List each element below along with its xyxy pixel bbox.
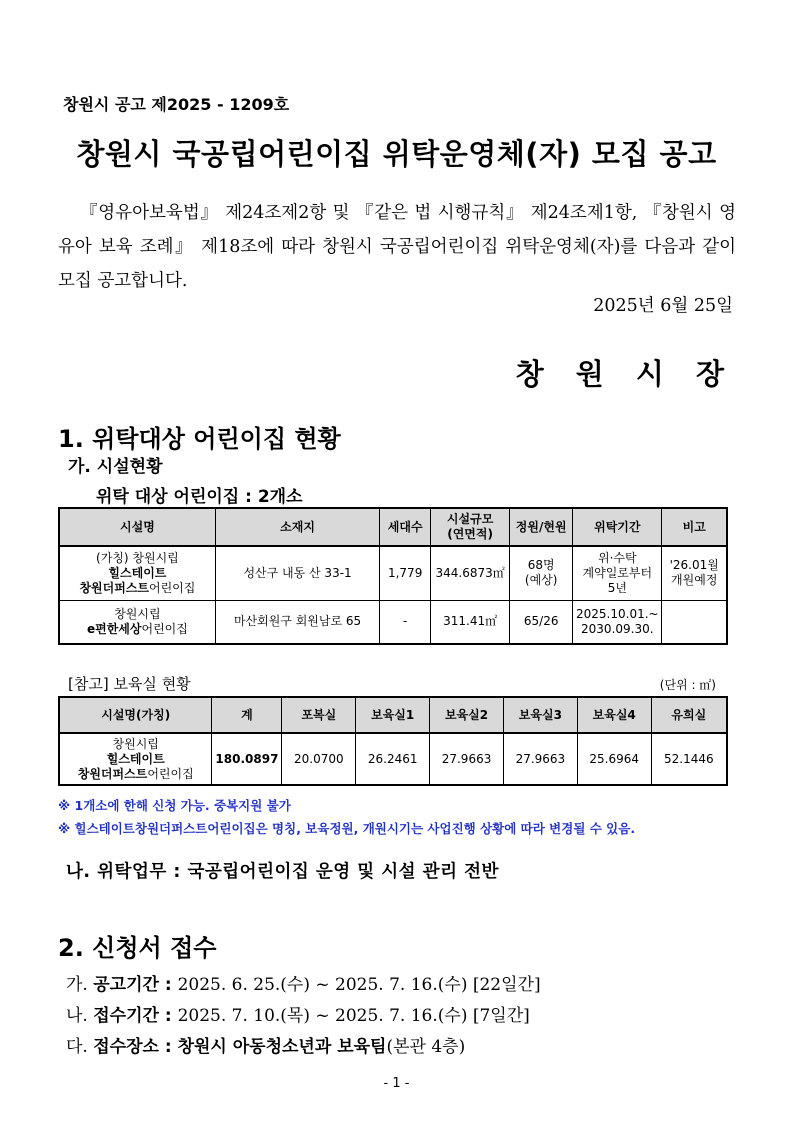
row-label: 접수장소 : — [93, 1037, 178, 1057]
households-cell: - — [380, 600, 431, 644]
table-row — [59, 546, 727, 600]
capacity-cell: 65/26 — [510, 600, 573, 644]
col-header: 포복실 — [282, 697, 356, 733]
col-header: 시설규모 (연면적) — [431, 508, 510, 546]
col-header: 계 — [212, 697, 282, 733]
area-cell: 344.6873㎡ — [431, 546, 510, 600]
row-prefix: 가. — [66, 975, 94, 995]
col-header: 보육실1 — [356, 697, 430, 733]
table-row — [59, 733, 727, 785]
name-line — [62, 622, 213, 637]
row-value: 2025. 7. 10.(목) ~ 2025. 7. 16.(수) [7일간] — [177, 1006, 530, 1026]
name-line: 창원시립 — [114, 606, 161, 621]
row-prefix: 다. — [66, 1037, 94, 1057]
name-tail: 어린이집 — [149, 580, 196, 595]
note-subject-to-change: ※ 힐스테이트창원더퍼스트어린이집은 명칭, 보육정원, 개원시기는 사업진행 상황에 따라 변경될 수 있음. — [58, 821, 636, 836]
facility-name-cell — [59, 733, 212, 785]
name-bold: 힐스테이트 — [108, 565, 167, 580]
col-header: 비고 — [662, 508, 727, 546]
room-table — [58, 696, 728, 786]
application-period-row — [66, 1001, 530, 1026]
notice-period-row — [66, 970, 541, 995]
col-header: 세대수 — [380, 508, 431, 546]
col-header: 정원/현원 — [510, 508, 573, 546]
name-bold: 힐스테이트 — [106, 751, 165, 766]
remark-cell — [662, 600, 727, 644]
value-cell: 27.9663 — [430, 733, 504, 785]
period-cell: 위·수탁 계약일로부터 5년 — [573, 546, 662, 600]
col-header: 시설명 — [59, 508, 215, 546]
col-header: 유희실 — [651, 697, 727, 733]
total-cell: 180.0897 — [212, 733, 282, 785]
col-header: 보육실3 — [503, 697, 577, 733]
note-single-application: ※ 1개소에 한해 신청 가능. 중복지원 불가 — [58, 798, 291, 813]
name-tail: 어린이집 — [147, 766, 194, 781]
row-label: 접수기간 : — [93, 1006, 178, 1026]
facility-status-heading: 가. 시설현황 — [68, 457, 163, 477]
col-header: 시설명(가칭) — [59, 697, 212, 733]
name-line — [62, 767, 209, 782]
row-prefix: 나. — [66, 1006, 94, 1026]
value-cell: 20.0700 — [282, 733, 356, 785]
section-1-heading: 1. 위탁대상 어린이집 현황 — [58, 425, 341, 453]
col-header: 보육실2 — [430, 697, 504, 733]
notice-number: 창원시 공고 제2025 - 1209호 — [63, 95, 290, 114]
unit-label: (단위 : ㎡) — [659, 678, 716, 692]
application-place-row — [66, 1032, 465, 1057]
households-cell: 1,779 — [380, 546, 431, 600]
page-number: - 1 - — [383, 1076, 410, 1091]
name-line: (가칭) 창원시립 — [96, 550, 179, 565]
row-label: 공고기간 : — [93, 975, 178, 995]
facility-name-cell — [59, 546, 215, 600]
facility-name-cell — [59, 600, 215, 644]
table-row — [59, 600, 727, 644]
row-value: 2025. 6. 25.(수) ~ 2025. 7. 16.(수) [22일간] — [177, 975, 541, 995]
row-strong: 창원시 아동청소년과 보육팀 — [177, 1037, 387, 1057]
page-title: 창원시 국공립어린이집 위탁운영체(자) 모집 공고 — [76, 137, 717, 171]
row-tail: (본관 4층) — [386, 1037, 466, 1057]
value-cell: 52.1446 — [651, 733, 727, 785]
name-bold: 창원더퍼스트 — [77, 766, 148, 781]
name-tail: 어린이집 — [141, 621, 188, 636]
section-2-heading: 2. 신청서 접수 — [58, 934, 217, 962]
facility-table — [58, 507, 728, 645]
col-header: 소재지 — [215, 508, 379, 546]
name-line: 창원시립 — [112, 736, 159, 751]
value-cell: 27.9663 — [503, 733, 577, 785]
address-cell: 성산구 내동 산 33-1 — [215, 546, 379, 600]
notice-date: 2025년 6월 25일 — [593, 296, 733, 316]
period-cell: 2025.10.01.~ 2030.09.30. — [573, 600, 662, 644]
value-cell: 26.2461 — [356, 733, 430, 785]
name-line — [62, 581, 213, 596]
remark-cell: '26.01월 개원예정 — [662, 546, 727, 600]
area-cell: 311.41㎡ — [431, 600, 510, 644]
issuer-name: 창 원 시 장 — [515, 357, 735, 391]
capacity-cell: 68명 (예상) — [510, 546, 573, 600]
col-header: 보육실4 — [577, 697, 651, 733]
value-cell: 25.6964 — [577, 733, 651, 785]
intro-paragraph: 『영유아보육법』 제24조제2항 및 『같은 법 시행규칙』 제24조제1항, 『창원시 영유아 보육 조례』 제18조에 따라 창원시 국공립어린이집 위탁운영체(자)를 다음과 같이 모집 공고합니다. — [58, 203, 736, 291]
entrusted-work: 나. 위탁업무 : 국공립어린이집 운영 및 시설 관리 전반 — [66, 862, 499, 882]
name-bold: e편한세상 — [86, 621, 142, 636]
address-cell: 마산회원구 회원남로 65 — [215, 600, 379, 644]
name-bold: 창원더퍼스트 — [79, 580, 149, 595]
target-count: 위탁 대상 어린이집 : 2개소 — [96, 487, 303, 507]
col-header: 위탁기간 — [573, 508, 662, 546]
reference-label: [참고] 보육실 현황 — [68, 675, 191, 693]
